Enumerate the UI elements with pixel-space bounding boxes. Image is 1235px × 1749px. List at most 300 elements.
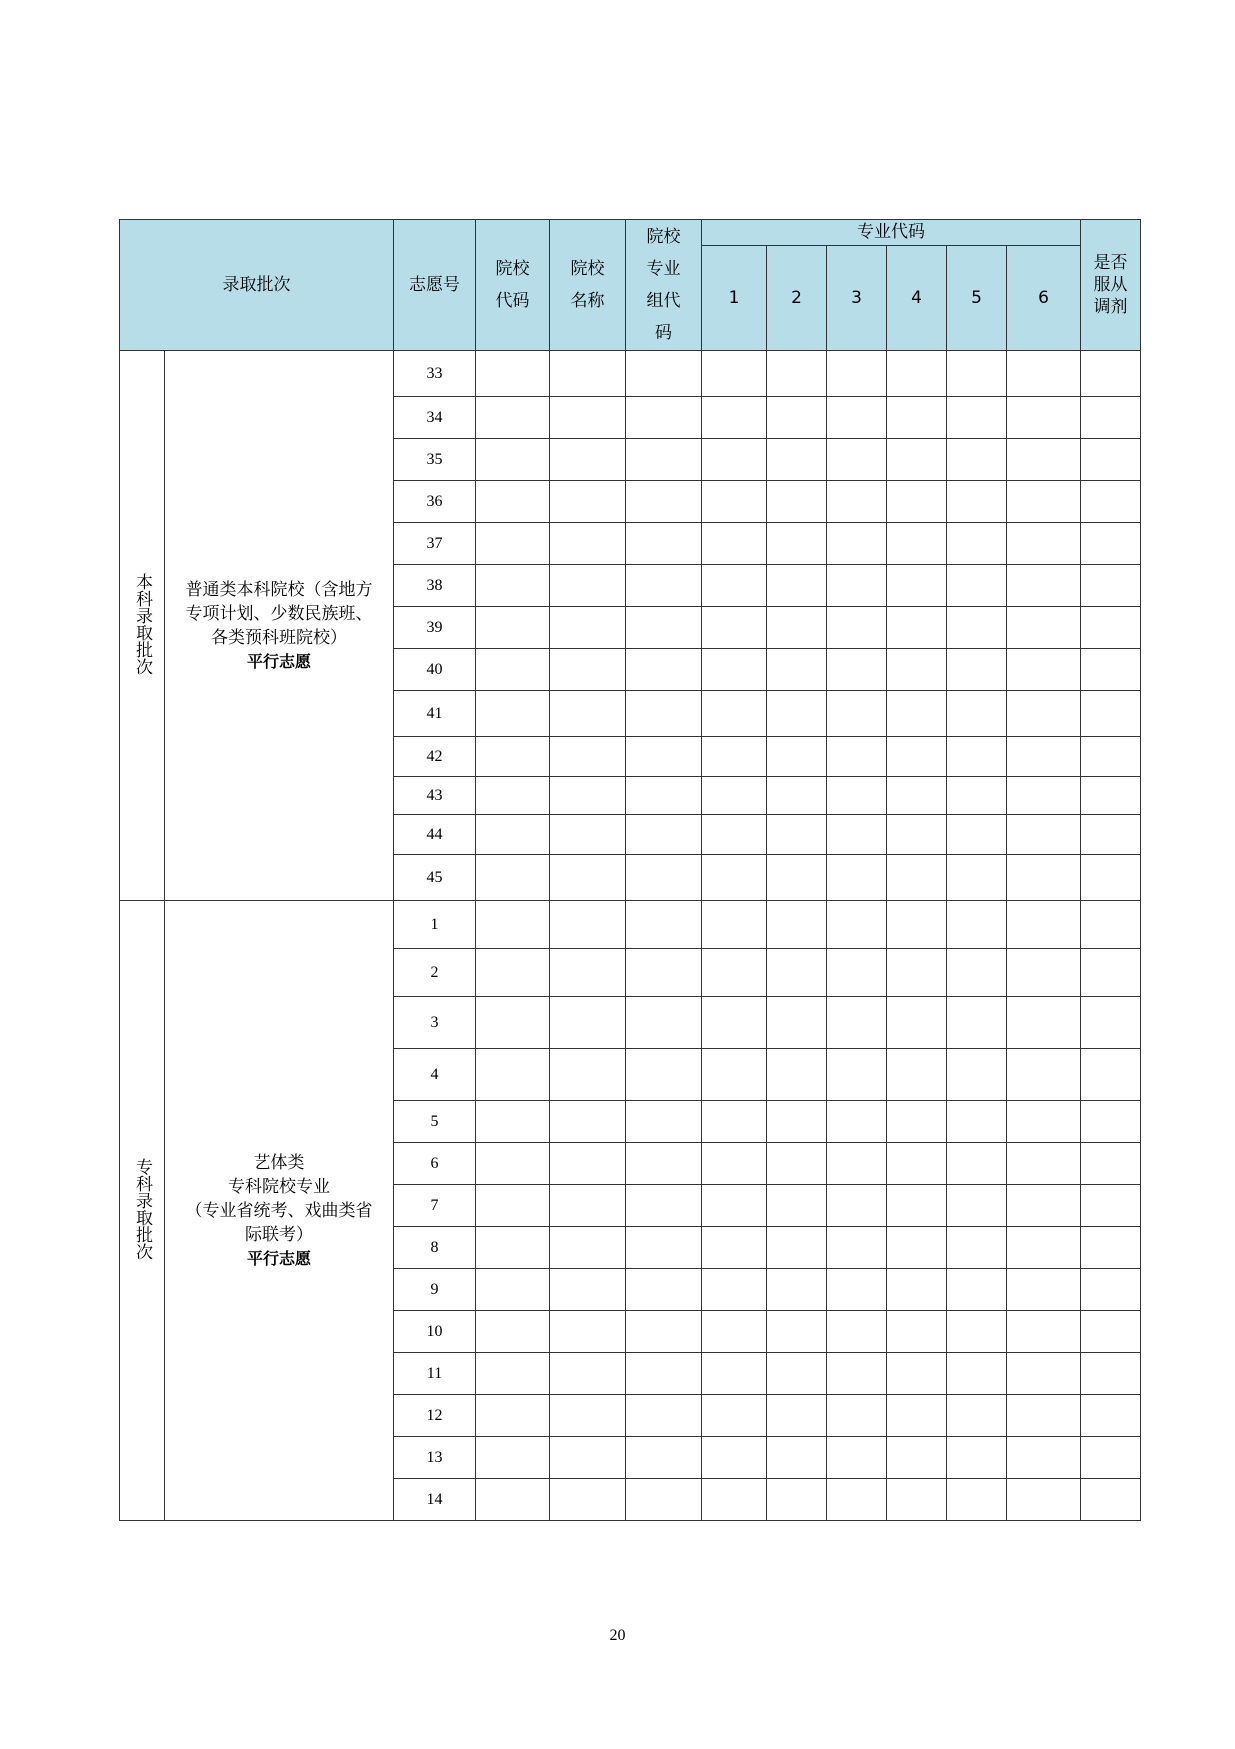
major-code-cell[interactable] (947, 737, 1007, 777)
major-group-code-cell[interactable] (626, 691, 702, 737)
school-code-cell[interactable] (476, 1227, 550, 1269)
table-row (120, 901, 1141, 949)
major-code-cell[interactable] (887, 351, 947, 397)
major-code-cell[interactable] (1007, 351, 1081, 397)
school-code-cell[interactable] (476, 855, 550, 901)
major-code-cell[interactable] (1007, 815, 1081, 855)
major-code-cell[interactable] (947, 523, 1007, 565)
batch-description: 普通类本科院校（含地方 专项计划、少数民族班、 各类预科班院校） 平行志愿 (165, 351, 394, 901)
major-code-cell[interactable] (702, 949, 767, 997)
school-name-cell[interactable] (550, 777, 626, 815)
school-name-cell[interactable] (550, 1311, 626, 1353)
major-code-cell[interactable] (1007, 737, 1081, 777)
major-code-cell[interactable] (1007, 1049, 1081, 1101)
major-code-cell[interactable] (887, 737, 947, 777)
major-code-cell[interactable] (1007, 649, 1081, 691)
school-name-cell[interactable] (550, 737, 626, 777)
major-code-cell[interactable] (827, 855, 887, 901)
header-major-col: 6 (1007, 246, 1081, 351)
school-name-cell[interactable] (550, 1143, 626, 1185)
wish-number: 4 (394, 1049, 476, 1101)
major-code-cell[interactable] (702, 523, 767, 565)
school-code-cell[interactable] (476, 523, 550, 565)
major-code-cell[interactable] (887, 1353, 947, 1395)
major-code-cell[interactable] (827, 1395, 887, 1437)
major-code-cell[interactable] (1007, 1101, 1081, 1143)
major-code-cell[interactable] (1007, 855, 1081, 901)
major-code-cell[interactable] (887, 777, 947, 815)
school-name-cell[interactable] (550, 607, 626, 649)
major-group-code-cell[interactable] (626, 481, 702, 523)
major-code-cell[interactable] (887, 649, 947, 691)
major-code-cell[interactable] (702, 997, 767, 1049)
major-code-cell[interactable] (767, 1395, 827, 1437)
adjust-cell[interactable] (1081, 1311, 1141, 1353)
major-code-cell[interactable] (827, 1479, 887, 1521)
major-group-code-cell[interactable] (626, 1395, 702, 1437)
adjust-cell[interactable] (1081, 855, 1141, 901)
major-code-cell[interactable] (702, 1143, 767, 1185)
major-code-cell[interactable] (767, 649, 827, 691)
major-code-cell[interactable] (887, 1143, 947, 1185)
school-code-cell[interactable] (476, 1353, 550, 1395)
major-code-cell[interactable] (947, 1395, 1007, 1437)
major-code-cell[interactable] (767, 439, 827, 481)
major-group-code-cell[interactable] (626, 523, 702, 565)
major-code-cell[interactable] (767, 1143, 827, 1185)
school-code-cell[interactable] (476, 439, 550, 481)
major-code-cell[interactable] (947, 1227, 1007, 1269)
major-code-cell[interactable] (887, 1101, 947, 1143)
school-code-cell[interactable] (476, 737, 550, 777)
wish-number: 41 (394, 691, 476, 737)
school-code-cell[interactable] (476, 1143, 550, 1185)
major-code-cell[interactable] (827, 901, 887, 949)
major-code-cell[interactable] (1007, 565, 1081, 607)
major-code-cell[interactable] (947, 777, 1007, 815)
adjust-cell[interactable] (1081, 1101, 1141, 1143)
major-code-cell[interactable] (947, 351, 1007, 397)
major-code-cell[interactable] (1007, 1353, 1081, 1395)
major-code-cell[interactable] (947, 1269, 1007, 1311)
school-code-cell[interactable] (476, 607, 550, 649)
school-code-cell[interactable] (476, 1185, 550, 1227)
major-code-cell[interactable] (702, 1311, 767, 1353)
batch-label: 专科录取批次 (120, 901, 165, 1521)
major-code-cell[interactable] (887, 481, 947, 523)
major-code-cell[interactable] (1007, 1227, 1081, 1269)
major-code-cell[interactable] (827, 649, 887, 691)
school-name-cell[interactable] (550, 565, 626, 607)
school-code-cell[interactable] (476, 997, 550, 1049)
major-code-cell[interactable] (947, 949, 1007, 997)
major-code-cell[interactable] (947, 1479, 1007, 1521)
major-code-cell[interactable] (887, 1479, 947, 1521)
school-name-cell[interactable] (550, 397, 626, 439)
major-group-code-cell[interactable] (626, 607, 702, 649)
header-major-col: 1 (702, 246, 767, 351)
major-code-cell[interactable] (827, 949, 887, 997)
adjust-cell[interactable] (1081, 901, 1141, 949)
major-code-cell[interactable] (947, 855, 1007, 901)
major-code-cell[interactable] (947, 439, 1007, 481)
major-code-cell[interactable] (827, 1101, 887, 1143)
major-code-cell[interactable] (767, 397, 827, 439)
school-code-cell[interactable] (476, 565, 550, 607)
major-group-code-cell[interactable] (626, 1143, 702, 1185)
major-code-cell[interactable] (702, 777, 767, 815)
adjust-cell[interactable] (1081, 1185, 1141, 1227)
school-code-cell[interactable] (476, 1101, 550, 1143)
major-code-cell[interactable] (767, 1269, 827, 1311)
major-code-cell[interactable] (702, 1185, 767, 1227)
school-name-cell[interactable] (550, 1049, 626, 1101)
major-code-cell[interactable] (827, 481, 887, 523)
wish-number: 33 (394, 351, 476, 397)
major-code-cell[interactable] (887, 691, 947, 737)
school-name-cell[interactable] (550, 1185, 626, 1227)
adjust-cell[interactable] (1081, 1395, 1141, 1437)
major-code-cell[interactable] (702, 691, 767, 737)
major-code-cell[interactable] (702, 439, 767, 481)
major-code-cell[interactable] (887, 1269, 947, 1311)
major-group-code-cell[interactable] (626, 1185, 702, 1227)
major-code-cell[interactable] (767, 777, 827, 815)
school-name-cell[interactable] (550, 1227, 626, 1269)
major-code-cell[interactable] (767, 1479, 827, 1521)
school-code-cell[interactable] (476, 649, 550, 691)
major-group-code-cell[interactable] (626, 1311, 702, 1353)
school-name-cell[interactable] (550, 855, 626, 901)
school-code-cell[interactable] (476, 1049, 550, 1101)
adjust-cell[interactable] (1081, 1353, 1141, 1395)
major-code-cell[interactable] (827, 815, 887, 855)
major-code-cell[interactable] (947, 1101, 1007, 1143)
major-code-cell[interactable] (827, 1227, 887, 1269)
school-code-cell[interactable] (476, 397, 550, 439)
major-code-cell[interactable] (947, 1185, 1007, 1227)
major-code-cell[interactable] (827, 737, 887, 777)
school-code-cell[interactable] (476, 481, 550, 523)
wish-number: 9 (394, 1269, 476, 1311)
school-name-cell[interactable] (550, 1269, 626, 1311)
major-group-code-cell[interactable] (626, 1049, 702, 1101)
major-code-cell[interactable] (1007, 901, 1081, 949)
major-code-cell[interactable] (947, 565, 1007, 607)
major-code-cell[interactable] (887, 397, 947, 439)
major-code-cell[interactable] (947, 1049, 1007, 1101)
major-code-cell[interactable] (947, 1353, 1007, 1395)
major-code-cell[interactable] (947, 481, 1007, 523)
major-code-cell[interactable] (947, 1143, 1007, 1185)
major-code-cell[interactable] (887, 565, 947, 607)
school-name-cell[interactable] (550, 351, 626, 397)
major-code-cell[interactable] (1007, 1395, 1081, 1437)
wish-number: 5 (394, 1101, 476, 1143)
major-code-cell[interactable] (887, 815, 947, 855)
major-group-code-cell[interactable] (626, 901, 702, 949)
major-code-cell[interactable] (887, 901, 947, 949)
major-code-cell[interactable] (767, 351, 827, 397)
major-code-cell[interactable] (702, 815, 767, 855)
major-group-code-cell[interactable] (626, 855, 702, 901)
major-code-cell[interactable] (1007, 607, 1081, 649)
major-group-code-cell[interactable] (626, 777, 702, 815)
major-code-cell[interactable] (767, 481, 827, 523)
adjust-cell[interactable] (1081, 649, 1141, 691)
major-code-cell[interactable] (702, 1269, 767, 1311)
wish-number: 13 (394, 1437, 476, 1479)
school-code-cell[interactable] (476, 777, 550, 815)
major-code-cell[interactable] (827, 397, 887, 439)
table-row (120, 351, 1141, 397)
adjust-cell[interactable] (1081, 1049, 1141, 1101)
school-name-cell[interactable] (550, 1437, 626, 1479)
major-code-cell[interactable] (887, 607, 947, 649)
adjust-cell[interactable] (1081, 1227, 1141, 1269)
adjust-cell[interactable] (1081, 737, 1141, 777)
wish-number: 40 (394, 649, 476, 691)
major-code-cell[interactable] (887, 1395, 947, 1437)
adjust-cell[interactable] (1081, 1269, 1141, 1311)
major-group-code-cell[interactable] (626, 997, 702, 1049)
major-code-cell[interactable] (827, 1049, 887, 1101)
school-name-cell[interactable] (550, 439, 626, 481)
major-group-code-cell[interactable] (626, 397, 702, 439)
major-group-code-cell[interactable] (626, 1227, 702, 1269)
major-code-cell[interactable] (827, 691, 887, 737)
major-group-code-cell[interactable] (626, 1101, 702, 1143)
adjust-cell[interactable] (1081, 777, 1141, 815)
school-code-cell[interactable] (476, 351, 550, 397)
school-name-cell[interactable] (550, 1101, 626, 1143)
major-code-cell[interactable] (767, 815, 827, 855)
major-group-code-cell[interactable] (626, 1269, 702, 1311)
major-group-code-cell[interactable] (626, 1353, 702, 1395)
major-code-cell[interactable] (767, 1049, 827, 1101)
header-school-code: 院校 代码 (476, 220, 550, 351)
major-code-cell[interactable] (887, 949, 947, 997)
major-code-cell[interactable] (947, 1311, 1007, 1353)
major-code-cell[interactable] (767, 691, 827, 737)
batch-description: 艺体类 专科院校专业 （专业省统考、戏曲类省 际联考） 平行志愿 (165, 901, 394, 1521)
major-code-cell[interactable] (947, 815, 1007, 855)
major-code-cell[interactable] (767, 565, 827, 607)
major-code-cell[interactable] (1007, 777, 1081, 815)
major-code-cell[interactable] (887, 1185, 947, 1227)
school-name-cell[interactable] (550, 997, 626, 1049)
adjust-cell[interactable] (1081, 815, 1141, 855)
major-code-cell[interactable] (1007, 691, 1081, 737)
major-code-cell[interactable] (702, 1479, 767, 1521)
major-code-cell[interactable] (887, 1049, 947, 1101)
school-name-cell[interactable] (550, 649, 626, 691)
major-code-cell[interactable] (767, 1437, 827, 1479)
major-code-cell[interactable] (827, 1311, 887, 1353)
major-code-cell[interactable] (1007, 949, 1081, 997)
major-group-code-cell[interactable] (626, 1437, 702, 1479)
major-code-cell[interactable] (947, 649, 1007, 691)
major-code-cell[interactable] (827, 1269, 887, 1311)
major-code-cell[interactable] (887, 439, 947, 481)
major-code-cell[interactable] (1007, 397, 1081, 439)
major-code-cell[interactable] (767, 901, 827, 949)
school-code-cell[interactable] (476, 1437, 550, 1479)
major-code-cell[interactable] (702, 1049, 767, 1101)
major-group-code-cell[interactable] (626, 815, 702, 855)
adjust-cell[interactable] (1081, 523, 1141, 565)
school-name-cell[interactable] (550, 949, 626, 997)
header-adjust: 是否 服从 调剂 (1081, 220, 1141, 351)
major-code-cell[interactable] (947, 397, 1007, 439)
school-name-cell[interactable] (550, 691, 626, 737)
major-code-cell[interactable] (827, 1353, 887, 1395)
adjust-cell[interactable] (1081, 351, 1141, 397)
major-code-cell[interactable] (887, 1311, 947, 1353)
adjust-cell[interactable] (1081, 1437, 1141, 1479)
adjust-cell[interactable] (1081, 1479, 1141, 1521)
major-code-cell[interactable] (702, 1395, 767, 1437)
adjust-cell[interactable] (1081, 607, 1141, 649)
major-code-cell[interactable] (702, 481, 767, 523)
wish-number: 45 (394, 855, 476, 901)
adjust-cell[interactable] (1081, 691, 1141, 737)
wish-number: 43 (394, 777, 476, 815)
school-name-cell[interactable] (550, 815, 626, 855)
major-code-cell[interactable] (1007, 997, 1081, 1049)
major-code-cell[interactable] (767, 607, 827, 649)
wish-number: 1 (394, 901, 476, 949)
wish-number: 44 (394, 815, 476, 855)
major-group-code-cell[interactable] (626, 737, 702, 777)
major-code-cell[interactable] (767, 1353, 827, 1395)
major-code-cell[interactable] (947, 997, 1007, 1049)
major-code-cell[interactable] (767, 949, 827, 997)
school-code-cell[interactable] (476, 949, 550, 997)
major-code-cell[interactable] (1007, 1185, 1081, 1227)
school-code-cell[interactable] (476, 901, 550, 949)
major-code-cell[interactable] (887, 1437, 947, 1479)
major-code-cell[interactable] (767, 855, 827, 901)
major-code-cell[interactable] (1007, 523, 1081, 565)
major-code-cell[interactable] (827, 351, 887, 397)
wish-number: 39 (394, 607, 476, 649)
major-group-code-cell[interactable] (626, 565, 702, 607)
wish-number: 3 (394, 997, 476, 1049)
major-code-cell[interactable] (1007, 1479, 1081, 1521)
adjust-cell[interactable] (1081, 997, 1141, 1049)
major-code-cell[interactable] (827, 1185, 887, 1227)
major-code-cell[interactable] (1007, 1269, 1081, 1311)
wish-number: 37 (394, 523, 476, 565)
major-code-cell[interactable] (947, 691, 1007, 737)
page-number: 20 (609, 1627, 626, 1644)
major-code-cell[interactable] (767, 737, 827, 777)
major-group-code-cell[interactable] (626, 351, 702, 397)
major-code-cell[interactable] (827, 439, 887, 481)
major-code-cell[interactable] (702, 351, 767, 397)
school-name-cell[interactable] (550, 1395, 626, 1437)
major-code-cell[interactable] (767, 1185, 827, 1227)
major-code-cell[interactable] (887, 997, 947, 1049)
major-code-cell[interactable] (947, 901, 1007, 949)
major-code-cell[interactable] (827, 997, 887, 1049)
school-name-cell[interactable] (550, 523, 626, 565)
major-group-code-cell[interactable] (626, 949, 702, 997)
major-group-code-cell[interactable] (626, 1479, 702, 1521)
major-code-cell[interactable] (827, 523, 887, 565)
major-code-cell[interactable] (767, 523, 827, 565)
major-code-cell[interactable] (767, 1311, 827, 1353)
major-code-cell[interactable] (702, 1437, 767, 1479)
major-code-cell[interactable] (887, 1227, 947, 1269)
major-code-cell[interactable] (1007, 481, 1081, 523)
major-code-cell[interactable] (947, 1437, 1007, 1479)
adjust-cell[interactable] (1081, 1143, 1141, 1185)
school-code-cell[interactable] (476, 1479, 550, 1521)
major-code-cell[interactable] (827, 565, 887, 607)
major-code-cell[interactable] (702, 1353, 767, 1395)
school-name-cell[interactable] (550, 1353, 626, 1395)
school-name-cell[interactable] (550, 481, 626, 523)
major-code-cell[interactable] (887, 855, 947, 901)
major-group-code-cell[interactable] (626, 439, 702, 481)
major-code-cell[interactable] (702, 901, 767, 949)
major-code-cell[interactable] (702, 1101, 767, 1143)
major-code-cell[interactable] (1007, 1143, 1081, 1185)
wish-number: 34 (394, 397, 476, 439)
major-code-cell[interactable] (1007, 1437, 1081, 1479)
major-code-cell[interactable] (702, 565, 767, 607)
adjust-cell[interactable] (1081, 397, 1141, 439)
school-code-cell[interactable] (476, 1395, 550, 1437)
adjust-cell[interactable] (1081, 949, 1141, 997)
major-code-cell[interactable] (1007, 439, 1081, 481)
major-code-cell[interactable] (702, 607, 767, 649)
major-code-cell[interactable] (702, 855, 767, 901)
wish-number: 12 (394, 1395, 476, 1437)
major-code-cell[interactable] (767, 997, 827, 1049)
major-code-cell[interactable] (827, 1143, 887, 1185)
major-code-cell[interactable] (767, 1227, 827, 1269)
header-major-col: 3 (827, 246, 887, 351)
school-code-cell[interactable] (476, 1311, 550, 1353)
school-code-cell[interactable] (476, 691, 550, 737)
major-code-cell[interactable] (702, 1227, 767, 1269)
major-code-cell[interactable] (827, 777, 887, 815)
major-code-cell[interactable] (702, 737, 767, 777)
major-code-cell[interactable] (827, 1437, 887, 1479)
major-code-cell[interactable] (947, 607, 1007, 649)
school-code-cell[interactable] (476, 1269, 550, 1311)
school-name-cell[interactable] (550, 901, 626, 949)
major-code-cell[interactable] (702, 397, 767, 439)
header-major-code: 专业代码 (702, 220, 1081, 246)
wish-number: 11 (394, 1353, 476, 1395)
major-code-cell[interactable] (702, 649, 767, 691)
major-code-cell[interactable] (767, 1101, 827, 1143)
major-code-cell[interactable] (1007, 1311, 1081, 1353)
adjust-cell[interactable] (1081, 481, 1141, 523)
school-code-cell[interactable] (476, 815, 550, 855)
major-group-code-cell[interactable] (626, 649, 702, 691)
adjust-cell[interactable] (1081, 439, 1141, 481)
adjust-cell[interactable] (1081, 565, 1141, 607)
major-code-cell[interactable] (827, 607, 887, 649)
wish-number: 8 (394, 1227, 476, 1269)
major-code-cell[interactable] (887, 523, 947, 565)
school-name-cell[interactable] (550, 1479, 626, 1521)
